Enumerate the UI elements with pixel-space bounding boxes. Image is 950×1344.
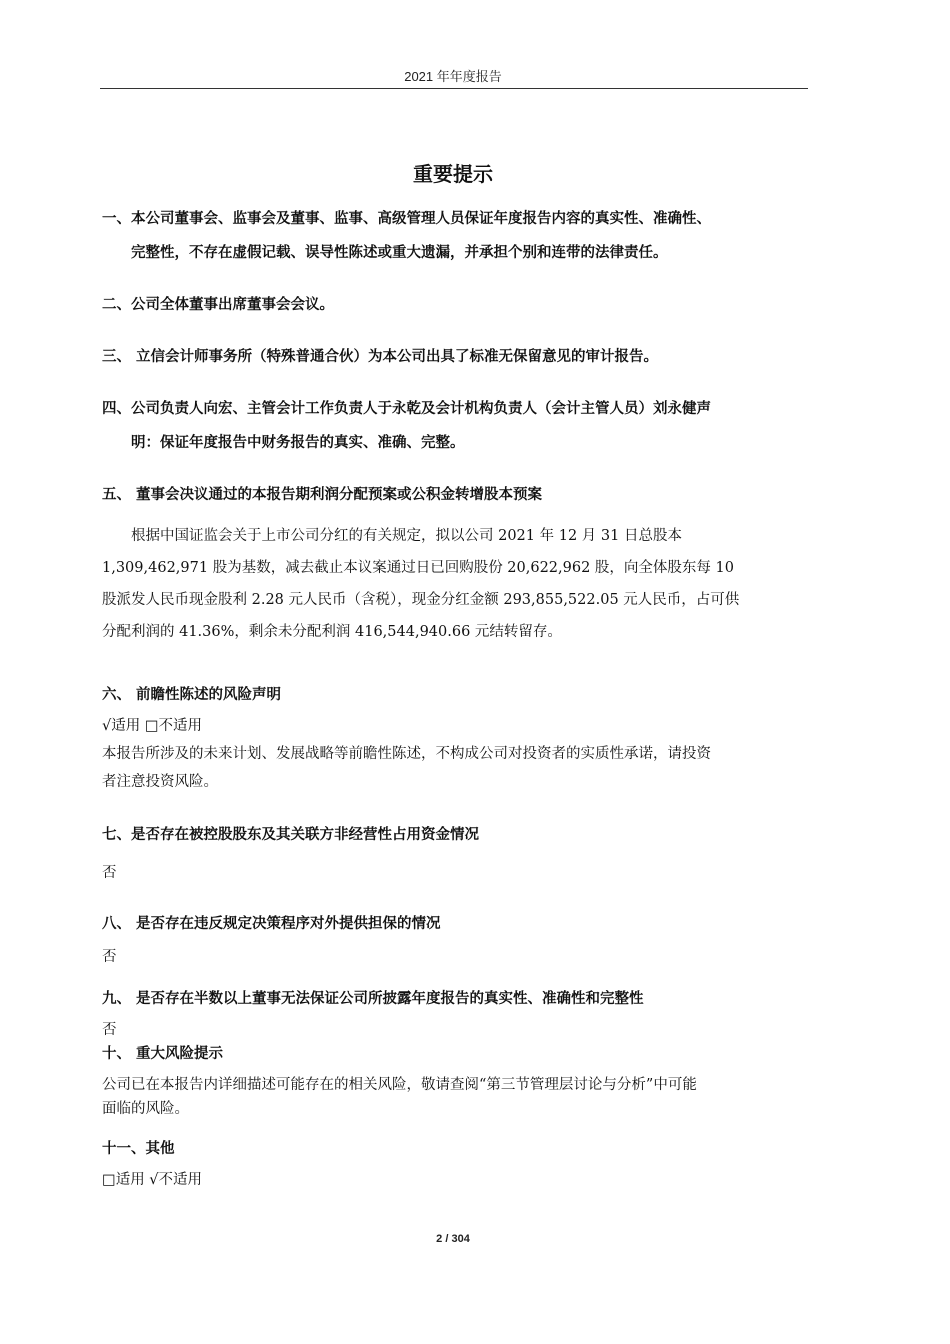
item-five-body-line: 股派发人民币现金股利 2.28 元人民币（含税），现金分红金额 293,855,522.05 元人民币，占可供 (102, 592, 740, 608)
item-six-heading: 六、 前瞻性陈述的风险声明 (102, 687, 282, 703)
item-one-line1: 一、本公司董事会、监事会及董事、监事、高级管理人员保证年度报告内容的真实性、准确性、 (102, 211, 711, 227)
item-eight-answer: 否 (102, 949, 117, 965)
item-six-body-line: 本报告所涉及的未来计划、发展战略等前瞻性陈述，不构成公司对投资者的实质性承诺，请投资 (102, 746, 711, 762)
item-ten-body-line: 公司已在本报告内详细描述可能存在的相关风险，敬请查阅“第三节管理层讨论与分析”中可能 (102, 1077, 697, 1093)
item-four-line2: 明：保证年度报告中财务报告的真实、准确、完整。 (131, 435, 465, 451)
item-eight-heading: 八、 是否存在违反规定决策程序对外提供担保的情况 (102, 916, 441, 932)
item-five-body-line: 根据中国证监会关于上市公司分红的有关规定，拟以公司 2021 年 12 月 31 日总股本 (131, 528, 682, 544)
header-divider (100, 88, 808, 89)
item-ten-body-line: 面临的风险。 (102, 1101, 189, 1117)
page-title: 重要提示 (413, 162, 493, 186)
item-ten-heading: 十、 重大风险提示 (102, 1046, 224, 1062)
item-eleven-heading: 十一、其他 (102, 1141, 175, 1157)
item-five-heading: 五、 董事会决议通过的本报告期利润分配预案或公积金转增股本预案 (102, 487, 543, 503)
item-five-body-line: 分配利润的 41.36%，剩余未分配利润 416,544,940.66 元结转留存。 (102, 624, 562, 640)
page-number: 2 / 304 (436, 1233, 470, 1245)
item-eleven-option: □适用 √不适用 (102, 1172, 203, 1188)
item-six-option: √适用 □不适用 (102, 718, 203, 734)
item-one-line2: 完整性，不存在虚假记载、误导性陈述或重大遗漏，并承担个别和连带的法律责任。 (131, 245, 668, 261)
item-seven-answer: 否 (102, 865, 117, 881)
item-two: 二、公司全体董事出席董事会会议。 (102, 297, 334, 313)
item-nine-heading: 九、 是否存在半数以上董事无法保证公司所披露年度报告的真实性、准确性和完整性 (102, 991, 644, 1007)
item-three: 三、 立信会计师事务所（特殊普通合伙）为本公司出具了标准无保留意见的审计报告。 (102, 349, 659, 365)
item-four-line1: 四、公司负责人向宏、主管会计工作负责人于永乾及会计机构负责人（会计主管人员）刘永健声 (102, 401, 711, 417)
item-six-body-line: 者注意投资风险。 (102, 774, 218, 790)
report-header-title: 2021 年年度报告 (404, 69, 502, 84)
item-seven-heading: 七、是否存在被控股股东及其关联方非经营性占用资金情况 (102, 827, 479, 843)
item-nine-answer: 否 (102, 1022, 117, 1038)
item-five-body-line: 1,309,462,971 股为基数，减去截止本议案通过日已回购股份 20,622,962 股，向全体股东每 10 (102, 560, 734, 576)
